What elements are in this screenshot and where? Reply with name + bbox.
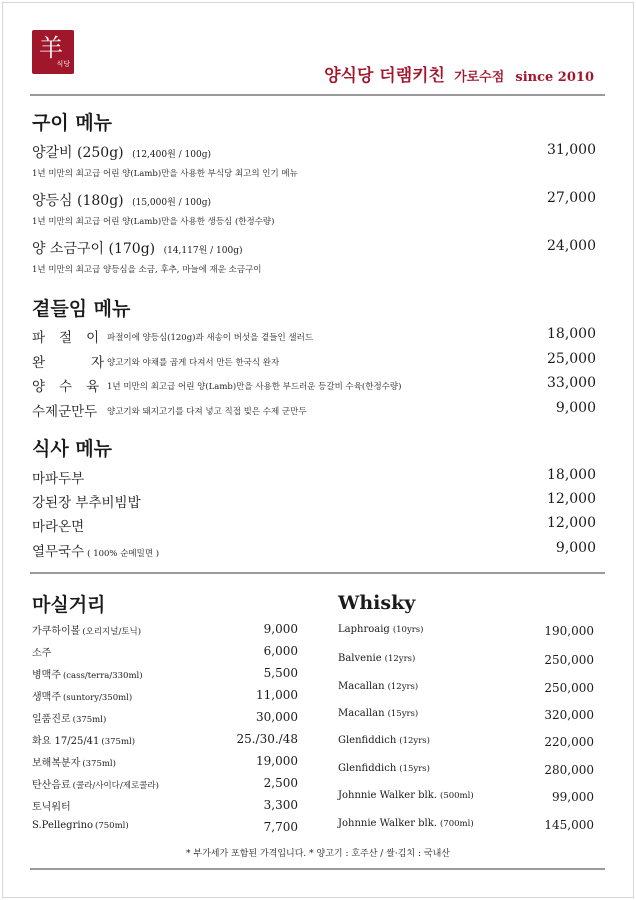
meal-item-note: ( 100% 순메밀면 ) — [87, 549, 160, 559]
meal-item-name: 강된장 부추비빔밥 — [32, 495, 141, 511]
drink-price: 6,000 — [263, 644, 298, 658]
whisky-label: Johnnie Walker blk. — [338, 790, 437, 801]
whisky-label: Macallan — [338, 681, 385, 692]
whisky-price: 145,000 — [544, 818, 594, 832]
drink-label: S.Pellegrino — [32, 820, 94, 831]
item-price: 12,000 — [547, 491, 596, 507]
item-label: 양갈비 — [32, 145, 73, 161]
drink-label: 가쿠하이볼 — [32, 626, 81, 637]
side-section-title: 곁들임 메뉴 — [32, 298, 131, 320]
whisky-price: 99,000 — [552, 790, 594, 804]
footer-divider — [30, 868, 605, 870]
whisky-name — [338, 735, 430, 746]
whisky-unit: (700ml) — [440, 819, 474, 829]
whisky-unit: (15yrs) — [399, 764, 430, 774]
whisky-name — [338, 790, 474, 801]
whisky-price: 220,000 — [544, 735, 594, 749]
whisky-unit: (12yrs) — [399, 736, 430, 746]
drink-name — [32, 820, 129, 831]
whisky-unit: (12yrs) — [384, 654, 416, 664]
whisky-section-title: Whisky — [338, 592, 416, 614]
drink-name — [32, 776, 159, 791]
item-description: 1년 미만의 최고급 양등심을 소금, 후추, 마늘에 재운 소금구이 — [32, 265, 262, 275]
menu-item-name — [32, 238, 243, 258]
drink-label: 화요 17/25/41 — [32, 736, 100, 747]
menu-item-name — [32, 190, 211, 210]
side-item-name: 수제군만두 — [32, 404, 98, 420]
whisky-name — [338, 624, 424, 635]
drink-name — [32, 732, 135, 747]
whisky-price: 280,000 — [544, 763, 594, 777]
drink-name — [32, 666, 143, 681]
item-unit-price: (14,117원 / 100g) — [163, 246, 243, 256]
drink-label: 보해복분자 — [32, 758, 81, 769]
whisky-price: 190,000 — [544, 624, 594, 638]
item-price: 18,000 — [547, 467, 596, 483]
whisky-price: 250,000 — [544, 653, 594, 667]
whisky-name — [338, 708, 418, 719]
item-label: 양등심 — [32, 193, 73, 209]
item-weight: (250g) — [77, 145, 124, 161]
whisky-name — [338, 653, 415, 664]
meal-item-name: 마라온면 — [32, 519, 85, 535]
drink-price: 3,300 — [263, 798, 298, 812]
drink-unit: (cass/terra/330ml) — [62, 671, 143, 681]
drink-label: 탄산음료 — [32, 780, 71, 791]
item-price: 27,000 — [547, 190, 596, 206]
restaurant-logo — [32, 30, 74, 74]
drink-price: 9,000 — [263, 622, 298, 636]
drink-name — [32, 710, 106, 725]
whisky-unit: (500ml) — [440, 791, 474, 801]
item-price: 18,000 — [547, 326, 596, 342]
item-price: 33,000 — [547, 375, 596, 391]
logo-subtext: 식당 — [56, 60, 70, 68]
whisky-label: Johnnie Walker blk. — [338, 818, 437, 829]
shop-since: since 2010 — [515, 70, 594, 85]
grill-section-title: 구이 메뉴 — [32, 112, 113, 134]
drink-label: 생맥주 — [32, 692, 61, 703]
side-item-name: 양수육 — [32, 379, 114, 395]
drink-name — [32, 688, 132, 703]
drink-name — [32, 798, 73, 813]
whisky-label: Glenfiddich — [338, 735, 397, 746]
meal-item-label: 열무국수 — [32, 544, 85, 560]
drink-name — [32, 622, 141, 637]
drink-unit: (콜라/사이다/제로콜라) — [72, 781, 159, 791]
shop-branch: 가로수점 — [454, 70, 505, 85]
drink-price: 5,500 — [263, 666, 298, 680]
whisky-price: 250,000 — [544, 681, 594, 695]
drink-unit: (375ml) — [72, 715, 107, 725]
whisky-price: 320,000 — [544, 708, 594, 722]
drink-price: 7,700 — [263, 820, 298, 834]
drink-unit: (375ml) — [101, 737, 136, 747]
whisky-label: Balvenie — [338, 653, 382, 664]
whisky-unit: (10yrs) — [392, 625, 424, 635]
whisky-name — [338, 818, 474, 829]
item-weight: (180g) — [77, 193, 124, 209]
drink-price: 11,000 — [256, 688, 298, 702]
drink-price: 30,000 — [256, 710, 298, 724]
item-unit-price: (15,000원 / 100g) — [132, 198, 211, 208]
item-weight: (170g) — [108, 241, 156, 257]
item-unit-price: (12,400원 / 100g) — [132, 150, 211, 160]
menu-item-name — [32, 142, 211, 162]
meal-item-name: 마파두부 — [32, 471, 85, 487]
header-divider — [30, 94, 605, 96]
item-description: 1년 미만의 최고급 어린 양(Lamb)만을 사용한 부식당 최고의 인기 메뉴 — [32, 169, 298, 179]
item-price: 25,000 — [547, 351, 596, 367]
whisky-name — [338, 681, 418, 692]
drink-price: 2,500 — [263, 776, 298, 790]
drink-name — [32, 754, 116, 769]
side-item-name: 완자 — [32, 355, 151, 371]
side-item-description: 1년 미만의 최고급 어린 양(Lamb)만을 사용한 부드러운 등갈비 수육(한정수량) — [107, 382, 402, 392]
shop-heading — [324, 61, 594, 86]
logo-character: 羊 — [39, 34, 63, 62]
whisky-label: Macallan — [338, 708, 385, 719]
side-item-description: 파절이에 양등심(120g)과 새송이 버섯을 곁들인 샐러드 — [107, 333, 314, 343]
side-item-description: 양고기와 돼지고기를 다져 넣고 직접 빚은 수제 군만두 — [107, 407, 307, 417]
meal-section-title: 식사 메뉴 — [32, 438, 113, 460]
whisky-label: Laphroaig — [338, 624, 390, 635]
item-price: 31,000 — [547, 142, 596, 158]
side-item-name: 파절이 — [32, 330, 114, 346]
drink-unit: (suntory/350ml) — [62, 693, 133, 703]
shop-name: 양식당 더램키친 — [324, 66, 445, 86]
item-price: 9,000 — [555, 400, 596, 416]
meal-item-name — [32, 540, 159, 560]
whisky-label: Glenfiddich — [338, 763, 397, 774]
whisky-name — [338, 763, 430, 774]
whisky-unit: (15yrs) — [387, 709, 419, 719]
drink-label: 병맥주 — [32, 670, 61, 681]
drink-unit: (750ml) — [95, 821, 129, 831]
item-price: 9,000 — [555, 540, 596, 556]
drink-unit: (오리지널/토닉) — [82, 627, 142, 637]
item-label: 양 소금구이 — [32, 241, 105, 257]
drinks-section-title: 마실거리 — [32, 594, 106, 616]
item-price: 24,000 — [547, 238, 596, 254]
drink-unit: (375ml) — [82, 759, 116, 769]
item-price: 12,000 — [547, 515, 596, 531]
drink-name — [32, 644, 53, 659]
side-item-description: 양고기와 야채를 곱게 다져서 만든 한국식 완자 — [107, 358, 280, 368]
drink-label: 소주 — [32, 648, 52, 659]
section-divider — [30, 572, 605, 574]
drink-price: 19,000 — [256, 754, 298, 768]
drink-label: 일품진로 — [32, 714, 71, 725]
item-description: 1년 미만의 최고급 어린 양(Lamb)만을 사용한 생등심 (한정수량) — [32, 217, 275, 227]
drink-price: 25./30./48 — [236, 732, 298, 746]
drink-label: 토닉워터 — [32, 802, 71, 813]
footnote: * 부가세가 포함된 가격입니다. * 양고기 : 호주산 / 쌀·김치 : 국내산 — [186, 849, 450, 859]
whisky-unit: (12yrs) — [387, 682, 419, 692]
